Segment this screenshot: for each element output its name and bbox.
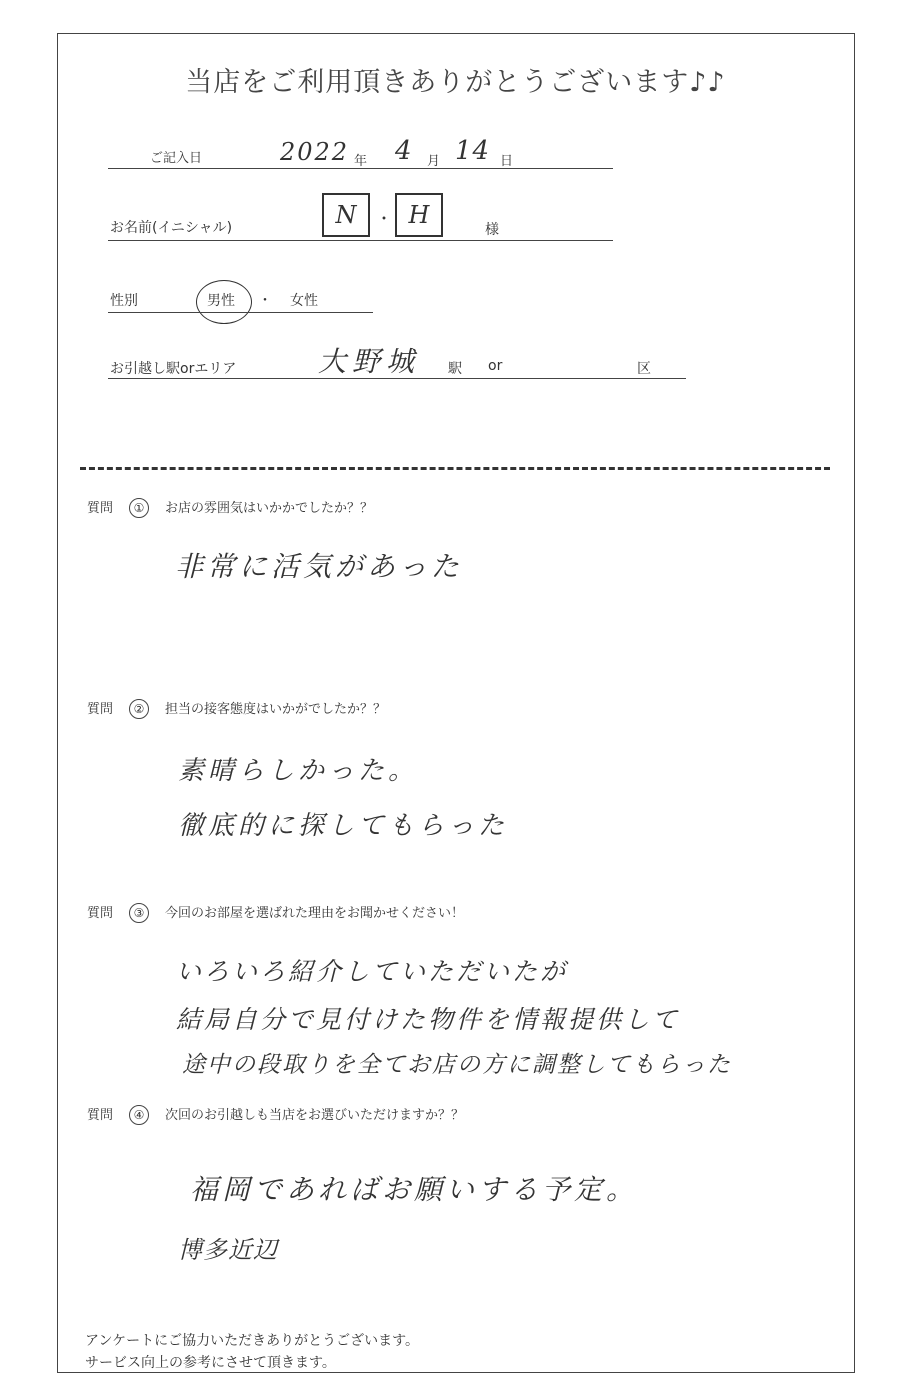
area-station-value: 大野城: [318, 345, 421, 378]
footer-line-2: サービス向上の参考にさせて頂きます。: [85, 1355, 336, 1371]
question-3-text: 今回のお部屋を選ばれた理由をお聞かせください！: [165, 906, 465, 921]
area-or-text: or: [488, 358, 503, 374]
question-1-text: お店の雰囲気はいかかでしたか？？: [165, 501, 374, 516]
date-label: ご記入日: [150, 151, 203, 166]
area-label: お引越し駅orエリア: [110, 361, 237, 377]
question-2-number: ②: [129, 699, 149, 719]
question-1: [87, 497, 373, 518]
question-2: [87, 698, 386, 719]
gender-female-option: 女性: [290, 293, 318, 309]
question-3-number: ③: [129, 903, 149, 923]
gender-male-option: 男性: [207, 293, 235, 309]
initial-separator: ・: [376, 209, 393, 228]
question-2-prefix: 質問: [87, 702, 114, 717]
honorific-label: 様: [485, 222, 499, 238]
area-underline: [108, 378, 686, 379]
date-underline: [108, 168, 613, 169]
gender-label: 性別: [110, 293, 138, 309]
answer-3-line-2: 結局自分で見付けた物件を情報提供して: [176, 1005, 681, 1034]
page-title: 当店をご利用頂きありがとうございます♪♪: [185, 67, 726, 98]
area-ward-unit: 区: [637, 361, 651, 377]
initial-box-1: N: [322, 193, 370, 237]
date-day-unit: 日: [500, 154, 514, 169]
footer-line-1: アンケートにご協力いただきありがとうございます。: [85, 1333, 420, 1349]
initial-box-2: H: [395, 193, 443, 237]
answer-4-line-1: 福岡であればお願いする予定。: [190, 1173, 639, 1206]
question-1-number: ①: [129, 498, 149, 518]
answer-2-line-1: 素晴らしかった。: [178, 756, 419, 786]
answer-3-line-3: 途中の段取りを全てお店の方に調整してもらった: [182, 1052, 732, 1078]
answer-2-line-2: 徹底的に探してもらった: [178, 811, 509, 841]
answer-1-line-1: 非常に活気があった: [175, 550, 463, 583]
date-year-unit: 年: [354, 154, 368, 169]
gender-underline: [108, 312, 373, 313]
date-year-value: 2022: [280, 138, 350, 166]
name-label: お名前(イニシャル): [110, 220, 233, 236]
date-day-value: 14: [455, 136, 491, 166]
date-month-value: 4: [395, 136, 416, 166]
question-1-prefix: 質問: [87, 501, 114, 516]
section-divider: [80, 467, 830, 470]
answer-4-line-2: 博多近辺: [178, 1236, 278, 1264]
area-station-unit: 駅: [448, 361, 462, 377]
question-4-prefix: 質問: [87, 1108, 114, 1123]
question-4-number: ④: [129, 1105, 149, 1125]
gender-separator: ・: [258, 293, 272, 309]
question-3: [87, 902, 464, 923]
answer-3-line-1: いろいろ紹介していただいたが: [176, 957, 569, 986]
question-2-text: 担当の接客態度はいかがでしたか？？: [165, 702, 387, 717]
question-3-prefix: 質問: [87, 906, 114, 921]
date-month-unit: 月: [427, 154, 441, 169]
question-4-text: 次回のお引越しも当店をお選びいただけますか？？: [165, 1108, 465, 1123]
name-underline: [108, 240, 613, 241]
question-4: [87, 1104, 464, 1125]
